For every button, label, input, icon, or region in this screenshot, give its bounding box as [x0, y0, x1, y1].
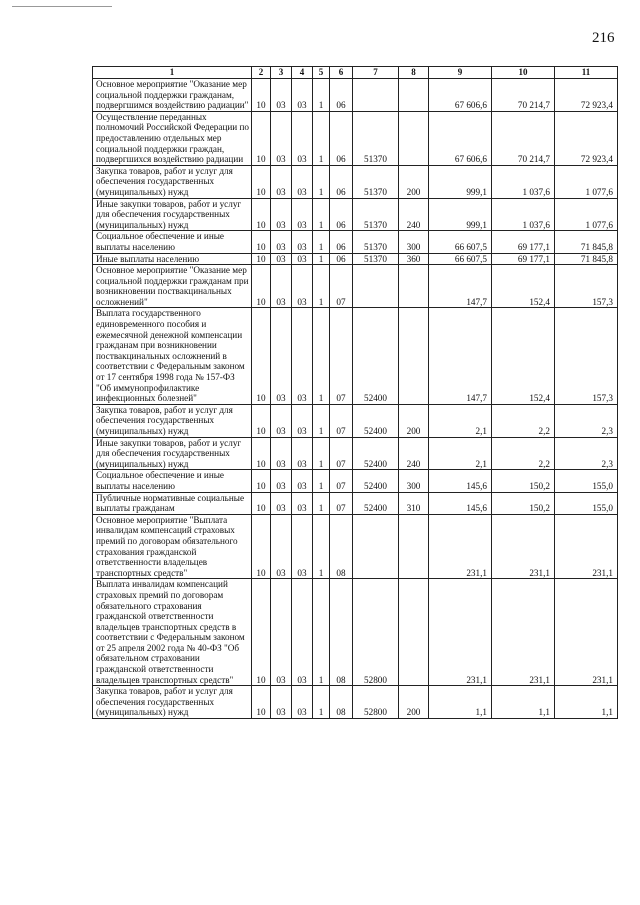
code-cell: 10 [252, 111, 271, 165]
code-cell: 07 [330, 265, 353, 308]
code-cell: 08 [330, 514, 353, 579]
code-cell: 03 [271, 79, 292, 112]
code-cell: 10 [252, 265, 271, 308]
code-cell: 51370 [353, 198, 399, 231]
row-name-cell: Закупка товаров, работ и услуг для обеспечения государственных (муниципальных) нужд [93, 686, 252, 719]
amount-cell: 147,7 [429, 308, 492, 404]
code-cell: 10 [252, 165, 271, 198]
code-cell [353, 514, 399, 579]
code-cell: 03 [271, 111, 292, 165]
code-cell: 03 [271, 308, 292, 404]
code-cell: 1 [313, 79, 330, 112]
amount-cell: 71 845,8 [555, 253, 618, 265]
table-row [93, 265, 618, 308]
header-cell: 11 [555, 67, 618, 79]
code-cell: 03 [292, 437, 313, 470]
code-cell [399, 111, 429, 165]
row-name-cell: Основное мероприятие "Оказание мер социальной поддержки гражданам, подвергшимся воздействию радиации" [93, 79, 252, 112]
table-row [93, 404, 618, 437]
amount-cell: 999,1 [429, 198, 492, 231]
header-cell: 8 [399, 67, 429, 79]
code-cell: 310 [399, 492, 429, 514]
code-cell: 06 [330, 111, 353, 165]
code-cell: 10 [252, 492, 271, 514]
table-row [93, 111, 618, 165]
row-name-cell: Выплата инвалидам компенсаций страховых премий по договорам обязательного страхования гражданской ответственности владельцев транспортных средств в соответствии с Федеральным законом от 25 апреля 2002 года № 40-ФЗ "Об обязательном страховании гражданской ответственности владельцев транспортных средств" [93, 579, 252, 686]
header-cell: 5 [313, 67, 330, 79]
amount-cell: 231,1 [429, 579, 492, 686]
row-name-cell: Иные выплаты населению [93, 253, 252, 265]
code-cell: 1 [313, 231, 330, 253]
code-cell: 03 [271, 686, 292, 719]
amount-cell: 2,2 [492, 404, 555, 437]
amount-cell: 157,3 [555, 265, 618, 308]
code-cell: 03 [271, 492, 292, 514]
row-name-cell: Социальное обеспечение и иные выплаты населению [93, 470, 252, 492]
amount-cell: 1 077,6 [555, 165, 618, 198]
code-cell: 06 [330, 253, 353, 265]
header-cell: 6 [330, 67, 353, 79]
code-cell: 52400 [353, 404, 399, 437]
code-cell: 03 [292, 579, 313, 686]
code-cell: 07 [330, 308, 353, 404]
code-cell: 03 [292, 470, 313, 492]
table-row [93, 514, 618, 579]
amount-cell: 150,2 [492, 492, 555, 514]
row-name-cell: Осуществление переданных полномочий Российской Федерации по предоставлению отдельных мер социальной поддержки граждан, подвергшихся воздействию радиации [93, 111, 252, 165]
amount-cell: 67 606,6 [429, 79, 492, 112]
row-name-cell: Основное мероприятие "Выплата инвалидам компенсаций страховых премий по договорам обязательного страхования гражданской ответственности владельцев транспортных средств" [93, 514, 252, 579]
amount-cell: 2,3 [555, 404, 618, 437]
amount-cell: 66 607,5 [429, 253, 492, 265]
code-cell [399, 308, 429, 404]
code-cell: 1 [313, 492, 330, 514]
amount-cell: 1,1 [555, 686, 618, 719]
code-cell: 1 [313, 265, 330, 308]
code-cell: 10 [252, 686, 271, 719]
code-cell: 03 [292, 253, 313, 265]
amount-cell: 155,0 [555, 470, 618, 492]
amount-cell: 2,3 [555, 437, 618, 470]
code-cell: 06 [330, 198, 353, 231]
amount-cell: 231,1 [429, 514, 492, 579]
table-row [93, 79, 618, 112]
code-cell: 300 [399, 231, 429, 253]
amount-cell: 71 845,8 [555, 231, 618, 253]
code-cell: 03 [292, 686, 313, 719]
code-cell: 52400 [353, 470, 399, 492]
amount-cell: 2,2 [492, 437, 555, 470]
amount-cell: 72 923,4 [555, 79, 618, 112]
amount-cell: 72 923,4 [555, 111, 618, 165]
code-cell: 1 [313, 198, 330, 231]
header-cell: 1 [93, 67, 252, 79]
amount-cell: 2,1 [429, 404, 492, 437]
amount-cell: 1,1 [429, 686, 492, 719]
amount-cell: 999,1 [429, 165, 492, 198]
code-cell: 07 [330, 404, 353, 437]
header-cell: 2 [252, 67, 271, 79]
table-row [93, 579, 618, 686]
amount-cell: 231,1 [492, 579, 555, 686]
code-cell: 10 [252, 579, 271, 686]
header-row [93, 67, 618, 79]
code-cell: 06 [330, 165, 353, 198]
amount-cell: 147,7 [429, 265, 492, 308]
row-name-cell: Закупка товаров, работ и услуг для обеспечения государственных (муниципальных) нужд [93, 404, 252, 437]
table-row [93, 686, 618, 719]
code-cell: 08 [330, 686, 353, 719]
code-cell [353, 79, 399, 112]
code-cell: 03 [271, 231, 292, 253]
code-cell: 200 [399, 404, 429, 437]
code-cell: 03 [292, 165, 313, 198]
code-cell: 1 [313, 308, 330, 404]
code-cell: 10 [252, 308, 271, 404]
code-cell: 1 [313, 686, 330, 719]
row-name-cell: Иные закупки товаров, работ и услуг для обеспечения государственных (муниципальных) нужд [93, 437, 252, 470]
code-cell: 08 [330, 579, 353, 686]
amount-cell: 145,6 [429, 492, 492, 514]
code-cell: 51370 [353, 231, 399, 253]
amount-cell: 2,1 [429, 437, 492, 470]
amount-cell: 70 214,7 [492, 111, 555, 165]
budget-table [92, 66, 618, 719]
amount-cell: 157,3 [555, 308, 618, 404]
code-cell: 240 [399, 198, 429, 231]
amount-cell: 152,4 [492, 308, 555, 404]
code-cell: 03 [292, 231, 313, 253]
code-cell: 200 [399, 165, 429, 198]
code-cell: 03 [271, 165, 292, 198]
code-cell: 10 [252, 231, 271, 253]
code-cell: 10 [252, 198, 271, 231]
header-cell: 4 [292, 67, 313, 79]
row-name-cell: Выплата государственного единовременного пособия и ежемесячной денежной компенсации гражданам при возникновении поствакцинальных осложнений в соответствии с Федеральным законом от 17 сентября 1998 года № 157-ФЗ "Об иммунопрофилактике инфекционных болезней" [93, 308, 252, 404]
code-cell: 10 [252, 253, 271, 265]
table-body [93, 79, 618, 719]
code-cell: 10 [252, 404, 271, 437]
amount-cell: 70 214,7 [492, 79, 555, 112]
amount-cell: 150,2 [492, 470, 555, 492]
amount-cell: 1,1 [492, 686, 555, 719]
code-cell: 03 [271, 437, 292, 470]
amount-cell: 231,1 [555, 579, 618, 686]
code-cell [399, 514, 429, 579]
row-name-cell: Социальное обеспечение и иные выплаты населению [93, 231, 252, 253]
code-cell: 1 [313, 253, 330, 265]
code-cell: 52800 [353, 686, 399, 719]
amount-cell: 231,1 [555, 514, 618, 579]
code-cell: 03 [292, 198, 313, 231]
amount-cell: 1 037,6 [492, 165, 555, 198]
code-cell: 07 [330, 470, 353, 492]
code-cell: 1 [313, 165, 330, 198]
code-cell: 07 [330, 437, 353, 470]
amount-cell: 231,1 [492, 514, 555, 579]
code-cell: 06 [330, 231, 353, 253]
header-cell: 10 [492, 67, 555, 79]
row-name-cell: Основное мероприятие "Оказание мер социальной поддержки гражданам при возникновении поствакцинальных осложнений" [93, 265, 252, 308]
table-row [93, 253, 618, 265]
code-cell: 03 [292, 111, 313, 165]
amount-cell: 66 607,5 [429, 231, 492, 253]
code-cell: 03 [292, 404, 313, 437]
code-cell: 51370 [353, 111, 399, 165]
amount-cell: 152,4 [492, 265, 555, 308]
code-cell: 300 [399, 470, 429, 492]
code-cell: 1 [313, 437, 330, 470]
page-number: 216 [592, 30, 615, 46]
header-cell: 9 [429, 67, 492, 79]
code-cell: 52800 [353, 579, 399, 686]
code-cell: 1 [313, 579, 330, 686]
table-row [93, 165, 618, 198]
code-cell: 200 [399, 686, 429, 719]
code-cell: 03 [271, 198, 292, 231]
table-row [93, 492, 618, 514]
row-name-cell: Публичные нормативные социальные выплаты гражданам [93, 492, 252, 514]
code-cell: 52400 [353, 308, 399, 404]
code-cell: 52400 [353, 437, 399, 470]
code-cell: 10 [252, 79, 271, 112]
code-cell: 1 [313, 404, 330, 437]
code-cell [399, 79, 429, 112]
code-cell: 1 [313, 514, 330, 579]
table-row [93, 231, 618, 253]
code-cell: 52400 [353, 492, 399, 514]
code-cell: 10 [252, 437, 271, 470]
code-cell [399, 265, 429, 308]
table-row [93, 470, 618, 492]
amount-cell: 67 606,6 [429, 111, 492, 165]
code-cell: 06 [330, 79, 353, 112]
code-cell: 240 [399, 437, 429, 470]
code-cell: 03 [292, 492, 313, 514]
code-cell: 03 [271, 404, 292, 437]
top-rule [12, 6, 112, 7]
table-row [93, 437, 618, 470]
code-cell: 1 [313, 111, 330, 165]
amount-cell: 69 177,1 [492, 253, 555, 265]
header-cell: 7 [353, 67, 399, 79]
amount-cell: 155,0 [555, 492, 618, 514]
code-cell: 51370 [353, 253, 399, 265]
row-name-cell: Закупка товаров, работ и услуг для обеспечения государственных (муниципальных) нужд [93, 165, 252, 198]
code-cell: 07 [330, 492, 353, 514]
header-cell: 3 [271, 67, 292, 79]
code-cell [353, 265, 399, 308]
code-cell: 51370 [353, 165, 399, 198]
row-name-cell: Иные закупки товаров, работ и услуг для обеспечения государственных (муниципальных) нужд [93, 198, 252, 231]
code-cell: 03 [271, 265, 292, 308]
amount-cell: 1 037,6 [492, 198, 555, 231]
code-cell: 03 [271, 253, 292, 265]
code-cell: 03 [271, 514, 292, 579]
code-cell: 10 [252, 470, 271, 492]
code-cell: 360 [399, 253, 429, 265]
code-cell: 1 [313, 470, 330, 492]
amount-cell: 69 177,1 [492, 231, 555, 253]
code-cell: 03 [292, 79, 313, 112]
table-row [93, 198, 618, 231]
amount-cell: 1 077,6 [555, 198, 618, 231]
code-cell: 03 [271, 579, 292, 686]
code-cell: 10 [252, 514, 271, 579]
code-cell: 03 [271, 470, 292, 492]
table-row [93, 308, 618, 404]
code-cell: 03 [292, 308, 313, 404]
amount-cell: 145,6 [429, 470, 492, 492]
code-cell: 03 [292, 265, 313, 308]
code-cell [399, 579, 429, 686]
code-cell: 03 [292, 514, 313, 579]
